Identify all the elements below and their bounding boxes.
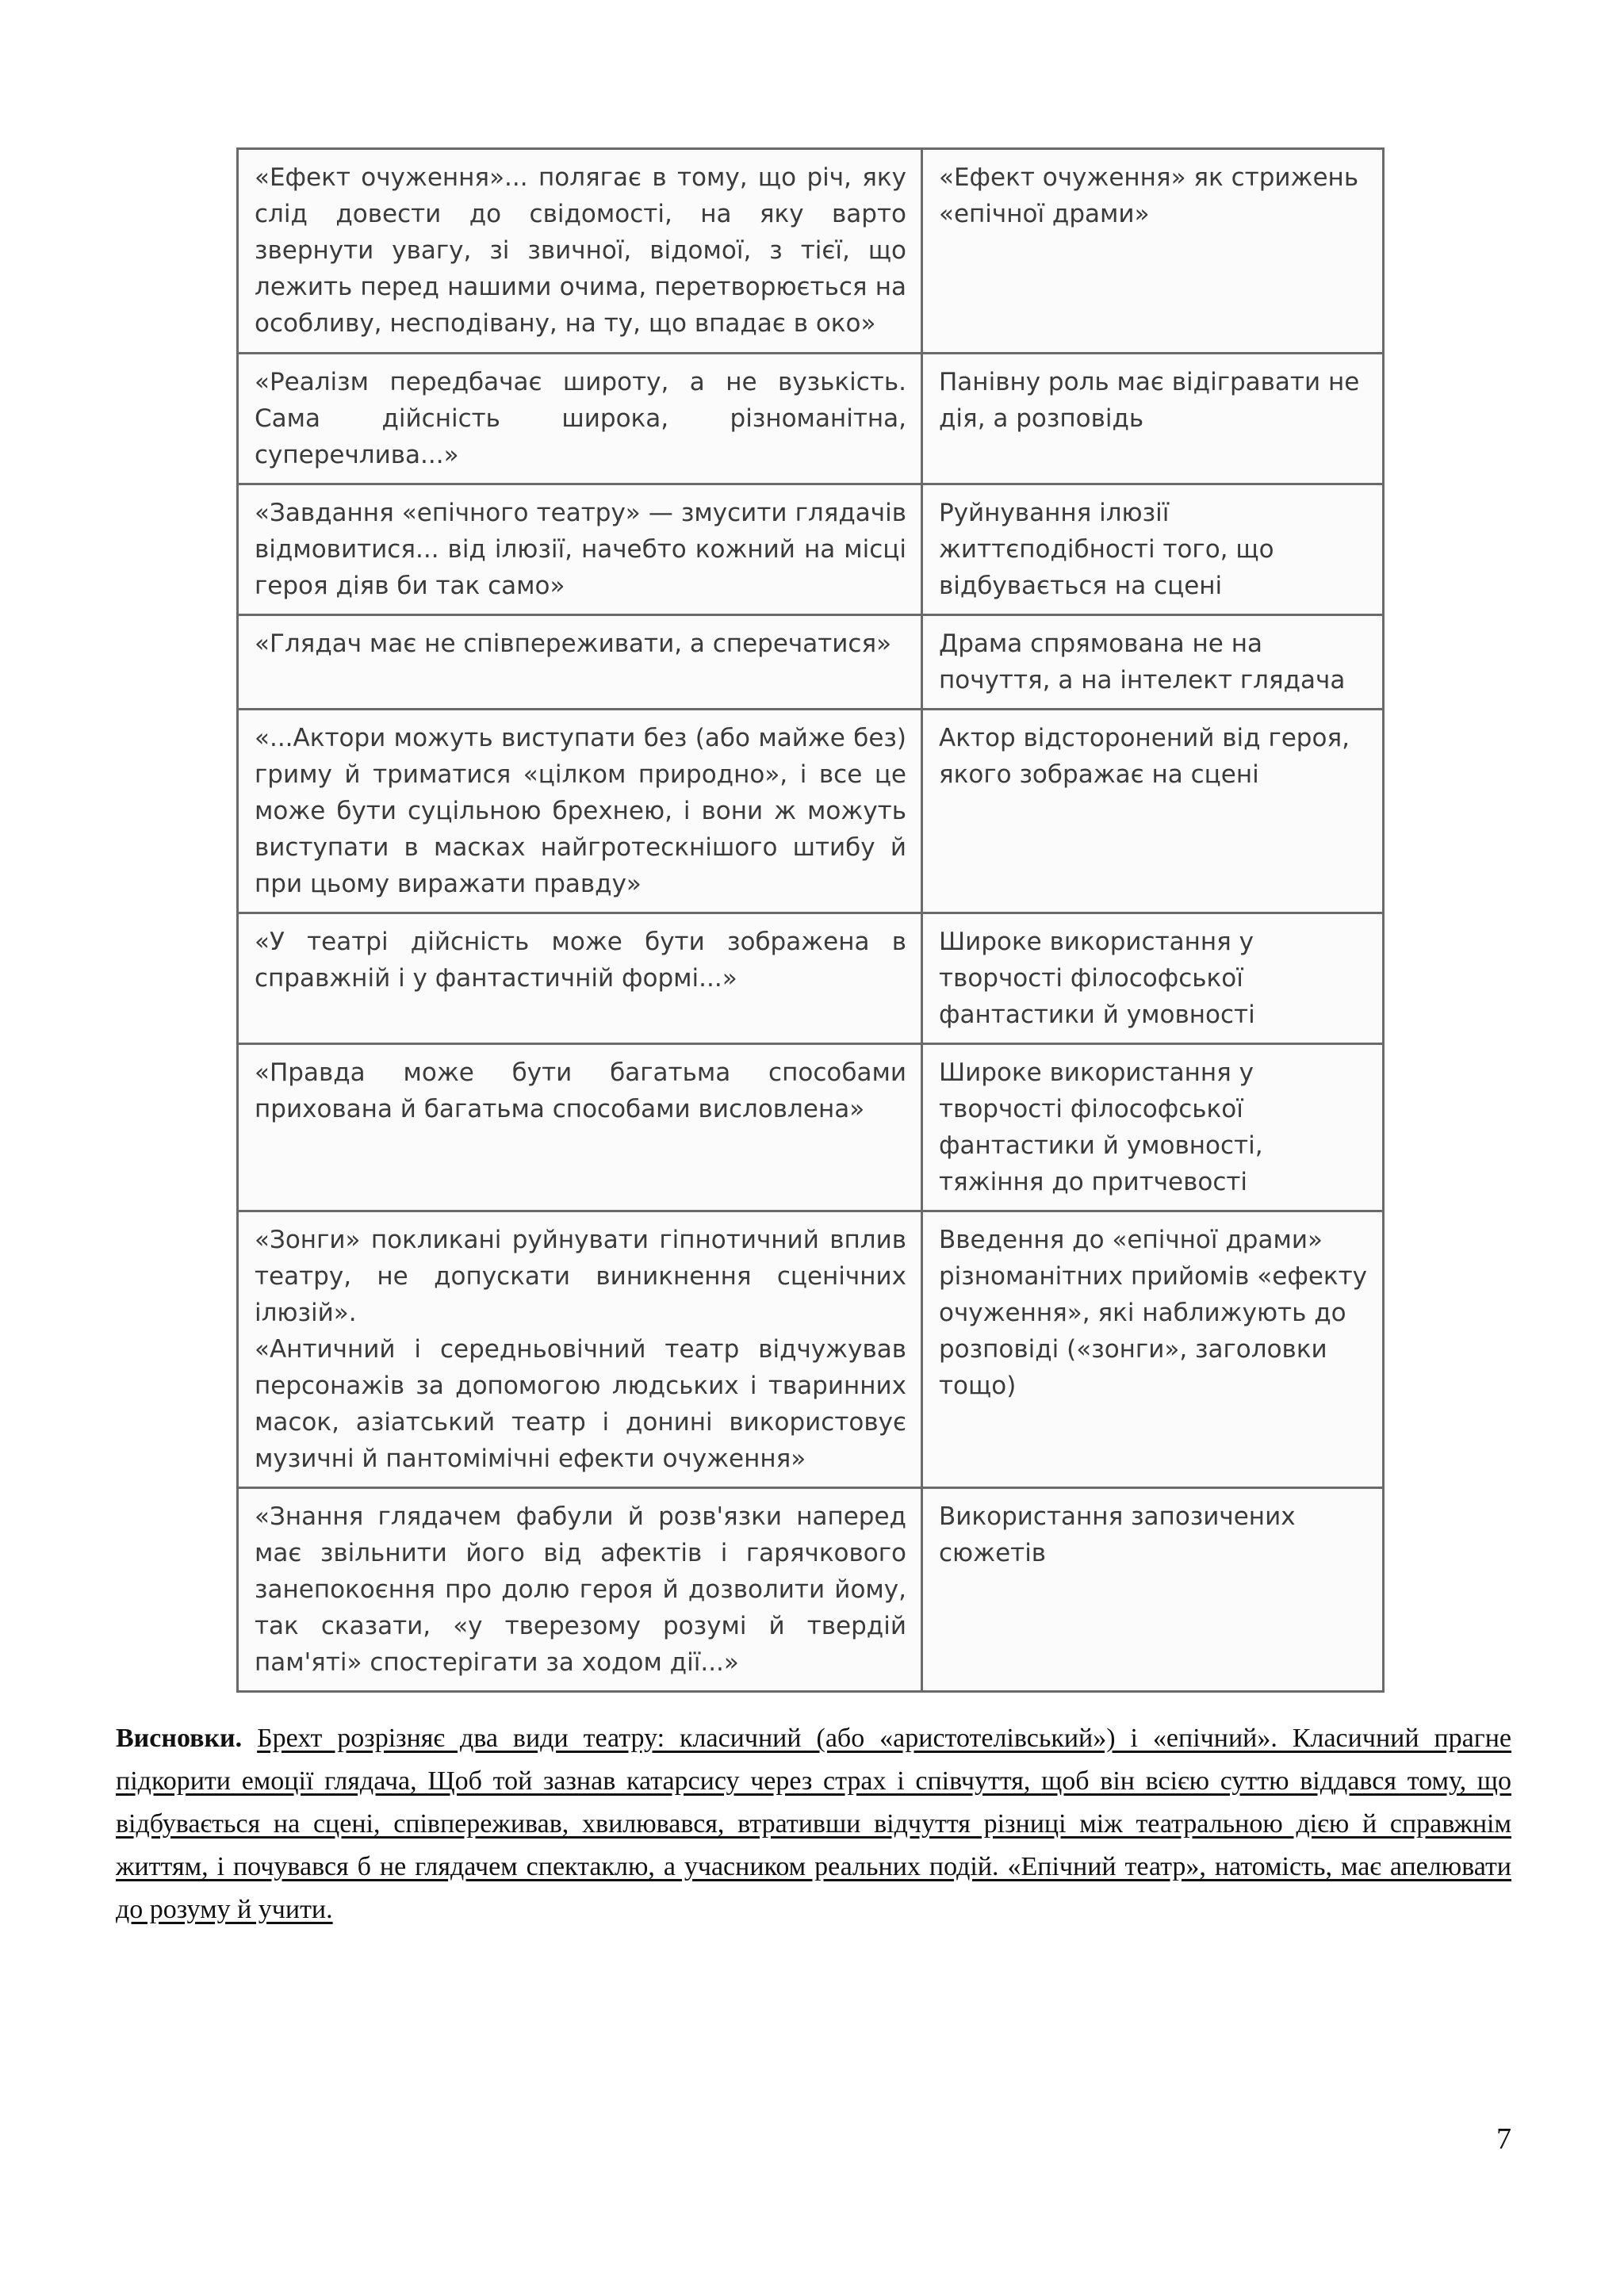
conclusions-heading: Висновки. [116,1724,243,1753]
conclusions-paragraph [116,1717,1511,1931]
quotes-table [236,147,1385,1693]
table-row [238,615,1384,710]
page-number: 7 [1496,2122,1511,2156]
table-row [238,1211,1384,1488]
meaning-cell: Використання запозичених сюжетів [922,1488,1384,1692]
table-row [238,1488,1384,1692]
meaning-cell: Руйнування ілюзії життєподібності того, що відбувається на сцені [922,484,1384,615]
quote-cell: «Правда може бути багатьма способами прихована й багатьма способами висловлена» [238,1044,922,1211]
quote-cell: «Глядач має не співпереживати, а сперечатися» [238,615,922,710]
table-row [238,354,1384,484]
meaning-cell: Драма спрямована не на почуття, а на інтелект глядача [922,615,1384,710]
meaning-cell: Актор відсторонений від героя, якого зображає на сцені [922,710,1384,913]
meaning-cell: Широке використання у творчості філософської фантастики й умовності [922,913,1384,1044]
quote-cell: «Реалізм передбачає широту, а не вузькість. Сама дійсність широка, різноманітна, суперечлива...» [238,354,922,484]
table-row [238,710,1384,913]
quote-cell: «...Актори можуть виступати без (або майже без) гриму й триматися «цілком природно», і все це може бути суцільною брехнею, і вони ж можуть виступати в масках найгротескнішого штибу й при цьому виражати правду» [238,710,922,913]
meaning-cell: «Ефект очуження» як стрижень «епічної драми» [922,149,1384,354]
table-row [238,149,1384,354]
quote-cell: «Ефект очуження»... полягає в тому, що річ, яку слід довести до свідомості, на яку варто звернути увагу, зі звичної, відомої, з тієї, що лежить перед нашими очима, перетворюється на особливу, несподівану, на ту, що впадає в око» [238,149,922,354]
quote-cell: «Знання глядачем фабули й розв'язки наперед має звільнити його від афектів і гарячкового занепокоєння про долю героя й дозволити йому, так сказати, «у тверезому розумі й твердій пам'яті» спостерігати за ходом дії...» [238,1488,922,1692]
quote-cell: «Зонги» покликані руйнувати гіпнотичний вплив театру, не допускати виникнення сценічних ілюзій». «Античний і середньовічний театр відчужував персонажів за допомогою людських і тваринних масок, азіатський театр і донині використовує музичні й пантомімічні ефекти очуження» [238,1211,922,1488]
table-row [238,913,1384,1044]
table-row [238,1044,1384,1211]
meaning-cell: Панівну роль має відігравати не дія, а розповідь [922,354,1384,484]
meaning-cell: Введення до «епічної драми» різноманітних прийомів «ефекту очуження», які наближують до розповіді («зонги», заголовки тощо) [922,1211,1384,1488]
meaning-cell: Широке використання у творчості філософської фантастики й умовності, тяжіння до притчевості [922,1044,1384,1211]
quote-cell: «У театрі дійсність може бути зображена в справжній і у фантастичній формі...» [238,913,922,1044]
conclusions-text: Брехт розрізняє два види театру: класичний (або «аристотелівський») і «епічний». Класичний прагне підкорити емоції глядача, Щоб той зазнав катарсису через страх і співчуття, щоб він всією суттю віддався тому, що відбувається на сцені, співпереживав, хвилювався, втративши відчуття різниці між театральною дією й справжнім життям, і почувався б не глядачем спектаклю, а учасником реальних подій. «Епічний театр», натомість, має апелювати до розуму й учити. [116,1724,1512,1924]
table-row [238,484,1384,615]
quote-cell: «Завдання «епічного театру» — змусити глядачів відмовитися... від ілюзії, начебто кожний на місці героя діяв би так само» [238,484,922,615]
